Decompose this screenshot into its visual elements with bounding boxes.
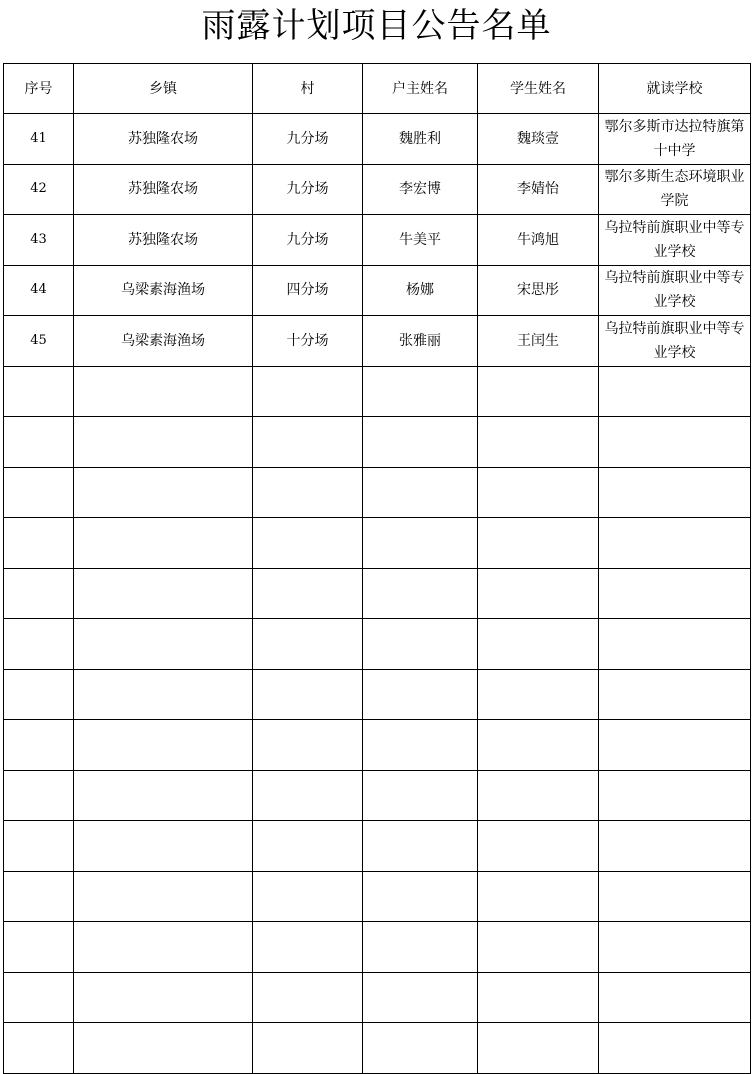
cell-school [599,871,751,922]
table-row [4,972,751,1023]
cell-town [74,720,253,771]
cell-village [253,922,363,973]
column-header-householder: 户主姓名 [363,64,478,114]
table-row [4,164,751,215]
cell-student [478,417,599,468]
cell-student [478,1023,599,1074]
cell-householder [363,518,478,569]
cell-village [253,720,363,771]
table-body [4,114,751,1074]
cell-town [74,669,253,720]
table-row [4,518,751,569]
cell-student [478,871,599,922]
table-row [4,821,751,872]
cell-school [599,922,751,973]
cell-school: 鄂尔多斯生态环境职业学院 [599,164,751,215]
cell-student: 李婧怡 [478,164,599,215]
table-row [4,568,751,619]
cell-no [4,669,74,720]
cell-householder [363,821,478,872]
cell-student [478,972,599,1023]
cell-student [478,669,599,720]
cell-householder [363,720,478,771]
cell-student [478,770,599,821]
cell-student [478,366,599,417]
cell-town: 苏独隆农场 [74,215,253,266]
cell-no [4,366,74,417]
cell-school [599,518,751,569]
cell-town: 乌梁素海渔场 [74,265,253,316]
cell-school [599,366,751,417]
cell-town [74,922,253,973]
cell-householder: 牛美平 [363,215,478,266]
page-title: 雨露计划项目公告名单 [201,6,552,46]
table-header-row [4,64,751,114]
cell-no [4,518,74,569]
cell-school [599,770,751,821]
cell-school: 鄂尔多斯市达拉特旗第十中学 [599,114,751,165]
cell-village [253,568,363,619]
cell-no [4,417,74,468]
column-header-no: 序号 [4,64,74,114]
cell-town [74,619,253,670]
cell-no: 41 [4,114,74,165]
table-row [4,922,751,973]
cell-village [253,821,363,872]
cell-student [478,568,599,619]
cell-town [74,821,253,872]
cell-village [253,770,363,821]
cell-village [253,417,363,468]
cell-village: 九分场 [253,164,363,215]
table-row [4,720,751,771]
cell-no [4,871,74,922]
cell-householder: 杨娜 [363,265,478,316]
cell-town [74,568,253,619]
roster-table [3,63,751,1074]
cell-householder [363,467,478,518]
cell-student: 魏琰壹 [478,114,599,165]
cell-student: 牛鸿旭 [478,215,599,266]
cell-town [74,467,253,518]
cell-village: 九分场 [253,215,363,266]
cell-householder [363,366,478,417]
cell-student [478,619,599,670]
cell-householder [363,568,478,619]
cell-householder [363,1023,478,1074]
cell-householder [363,417,478,468]
cell-school [599,1023,751,1074]
table-row [4,114,751,165]
cell-householder [363,972,478,1023]
cell-village [253,972,363,1023]
cell-no [4,568,74,619]
cell-town [74,770,253,821]
cell-school [599,821,751,872]
cell-school [599,669,751,720]
cell-student [478,720,599,771]
cell-no [4,720,74,771]
cell-town [74,366,253,417]
cell-householder: 李宏博 [363,164,478,215]
cell-no [4,922,74,973]
cell-school [599,972,751,1023]
column-header-town: 乡镇 [74,64,253,114]
cell-householder [363,871,478,922]
column-header-student: 学生姓名 [478,64,599,114]
cell-school [599,568,751,619]
cell-householder [363,922,478,973]
cell-village [253,619,363,670]
table-row [4,467,751,518]
cell-student [478,922,599,973]
cell-school: 乌拉特前旗职业中等专业学校 [599,265,751,316]
table-row [4,619,751,670]
cell-student [478,821,599,872]
cell-school [599,720,751,771]
cell-householder: 魏胜利 [363,114,478,165]
cell-no [4,467,74,518]
cell-student: 宋思彤 [478,265,599,316]
cell-village [253,1023,363,1074]
table-row [4,366,751,417]
table-row [4,417,751,468]
cell-village [253,518,363,569]
cell-householder [363,770,478,821]
table-row [4,316,751,367]
cell-student [478,518,599,569]
cell-householder [363,669,478,720]
table-row [4,871,751,922]
cell-village: 四分场 [253,265,363,316]
cell-householder: 张雅丽 [363,316,478,367]
cell-no [4,821,74,872]
table-row [4,770,751,821]
cell-town [74,1023,253,1074]
cell-village [253,669,363,720]
table-row [4,669,751,720]
cell-student [478,467,599,518]
cell-school [599,417,751,468]
cell-school [599,467,751,518]
column-header-village: 村 [253,64,363,114]
cell-village [253,366,363,417]
cell-village [253,467,363,518]
cell-no: 42 [4,164,74,215]
cell-no: 45 [4,316,74,367]
table-row [4,265,751,316]
cell-town: 乌梁素海渔场 [74,316,253,367]
cell-town [74,518,253,569]
cell-householder [363,619,478,670]
cell-no [4,1023,74,1074]
table-row [4,1023,751,1074]
cell-no [4,972,74,1023]
cell-town [74,871,253,922]
cell-town: 苏独隆农场 [74,114,253,165]
cell-village: 九分场 [253,114,363,165]
cell-town [74,972,253,1023]
cell-no [4,619,74,670]
column-header-school: 就读学校 [599,64,751,114]
cell-school: 乌拉特前旗职业中等专业学校 [599,215,751,266]
cell-school: 乌拉特前旗职业中等专业学校 [599,316,751,367]
cell-student: 王闰生 [478,316,599,367]
cell-no [4,770,74,821]
table-row [4,215,751,266]
cell-town [74,417,253,468]
cell-village: 十分场 [253,316,363,367]
cell-village [253,871,363,922]
cell-no: 43 [4,215,74,266]
cell-school [599,619,751,670]
cell-no: 44 [4,265,74,316]
cell-town: 苏独隆农场 [74,164,253,215]
